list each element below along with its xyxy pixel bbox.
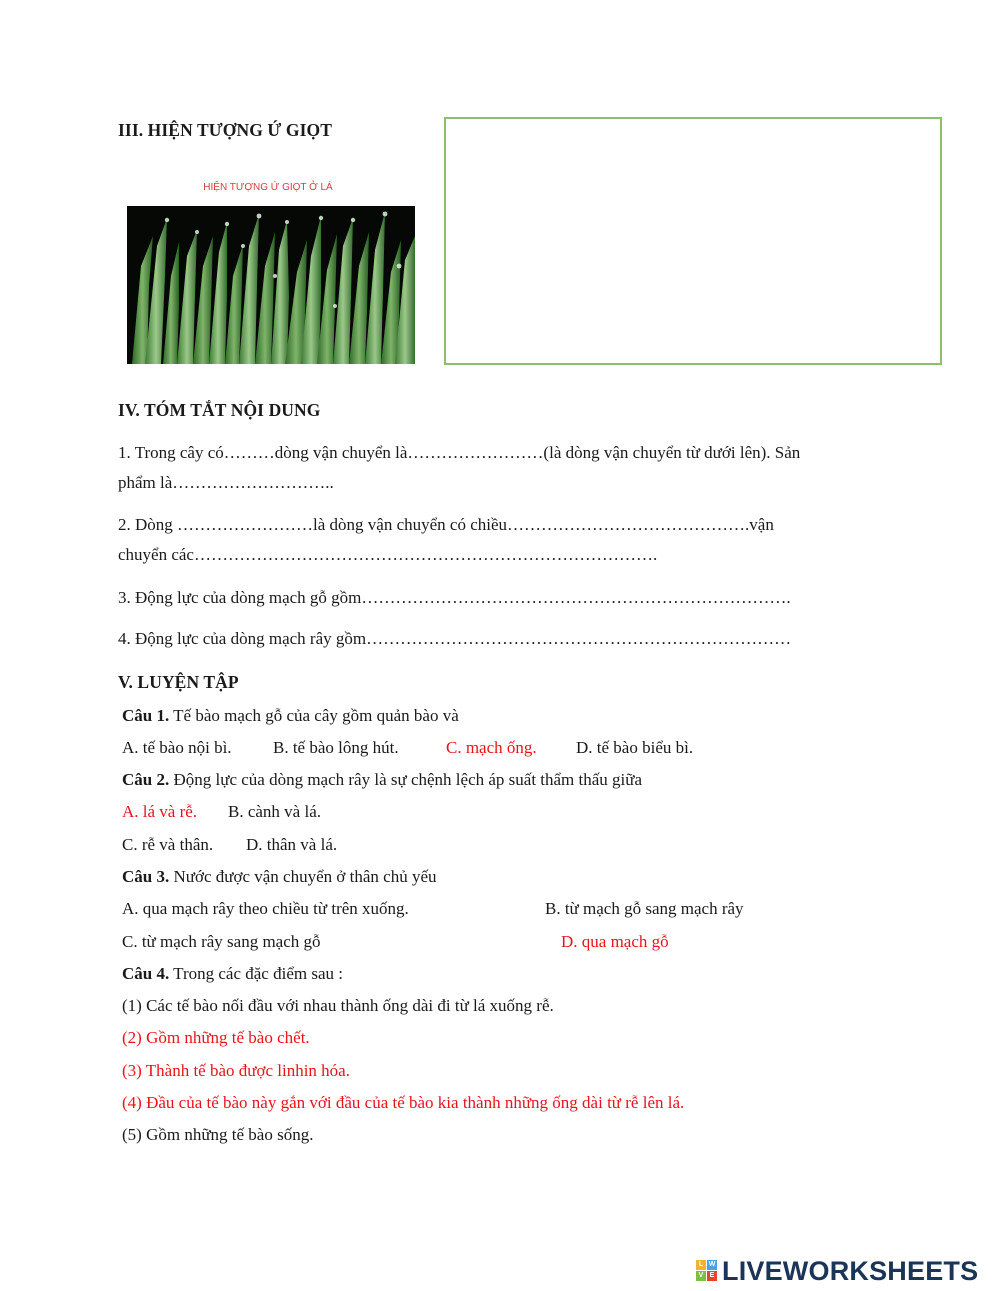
logo-text: LIVEWORKSHEETS [722, 1256, 979, 1286]
q2-option-a[interactable]: A. lá và rễ. [122, 802, 198, 821]
q4-statement-4[interactable]: (4) Đầu của tế bào này gắn với đầu của tế bào kia thành những ống dài từ rễ lên lá. [122, 1093, 685, 1112]
summary-line-3: 3. Động lực của dòng mạch gỗ gồm…………………………………………………………………. [118, 588, 791, 607]
summary-line-2: 2. Dòng ……………………là dòng vận chuyển có chiều…………………………………….vận [118, 515, 774, 534]
figure-caption: HIỆN TƯỢNG Ứ GIỌT Ở LÁ [203, 182, 333, 193]
q3-option-b[interactable]: B. từ mạch gỗ sang mạch rây [545, 899, 744, 918]
q4-statement-5[interactable]: (5) Gồm những tế bào sống. [122, 1125, 314, 1144]
q1-option-c[interactable]: C. mạch ống. [446, 738, 537, 757]
q2-option-b[interactable]: B. cành và lá. [228, 802, 321, 821]
q3-option-c[interactable]: C. từ mạch rây sang mạch gỗ [122, 932, 321, 951]
grass-leaves-image [127, 206, 415, 364]
question-3-text: Nước được vận chuyển ở thân chủ yếu [169, 867, 437, 886]
q3-option-a[interactable]: A. qua mạch rây theo chiều từ trên xuống. [122, 899, 409, 918]
guttation-photo [127, 206, 415, 364]
summary-line-1-cont: phẩm là……………………….. [118, 473, 334, 492]
question-1 [122, 705, 459, 727]
q2-option-d[interactable]: D. thân và lá. [246, 835, 338, 854]
summary-line-4: 4. Động lực của dòng mạch rây gồm………………………………………………………………… [118, 629, 792, 648]
question-3-label: Câu 3. [122, 867, 170, 886]
q3-option-d[interactable]: D. qua mạch gỗ [561, 932, 669, 951]
answer-drop-box[interactable] [444, 117, 942, 365]
q4-statement-1[interactable]: (1) Các tế bào nối đầu với nhau thành ống dài đi từ lá xuống rễ. [122, 996, 554, 1015]
q1-option-a[interactable]: A. tế bào nội bì. [122, 738, 232, 757]
question-4 [122, 963, 343, 985]
question-4-text: Trong các đặc điểm sau : [169, 964, 343, 983]
q1-option-b[interactable]: B. tế bào lông hút. [273, 738, 399, 757]
question-1-text: Tế bào mạch gỗ của cây gồm quản bào và [169, 706, 459, 725]
question-1-label: Câu 1. [122, 706, 170, 725]
question-2-label: Câu 2. [122, 770, 170, 789]
guttation-figure [118, 158, 418, 384]
logo-blocks-icon: L W V E [696, 1260, 718, 1282]
question-2 [122, 769, 642, 791]
q4-statement-3[interactable]: (3) Thành tế bào được linhin hóa. [122, 1061, 350, 1080]
q2-option-c[interactable]: C. rễ và thân. [122, 835, 214, 854]
section-5-heading: V. LUYỆN TẬP [118, 672, 239, 692]
question-3 [122, 866, 437, 888]
question-4-label: Câu 4. [122, 964, 170, 983]
q4-statement-2[interactable]: (2) Gồm những tế bào chết. [122, 1028, 310, 1047]
q1-option-d[interactable]: D. tế bào biểu bì. [576, 738, 694, 757]
question-2-text: Động lực của dòng mạch rây là sự chệnh lệch áp suất thẩm thấu giữa [169, 770, 643, 789]
section-3-heading: III. HIỆN TƯỢNG Ứ GIỌT [118, 120, 333, 140]
section-4-heading: IV. TÓM TẮT NỘI DUNG [118, 400, 321, 420]
summary-line-2-cont: chuyển các………………………………………………………………………. [118, 545, 658, 564]
summary-line-1: 1. Trong cây có………dòng vận chuyển là……………………(là dòng vận chuyển từ dưới lên). Sản [118, 443, 801, 462]
